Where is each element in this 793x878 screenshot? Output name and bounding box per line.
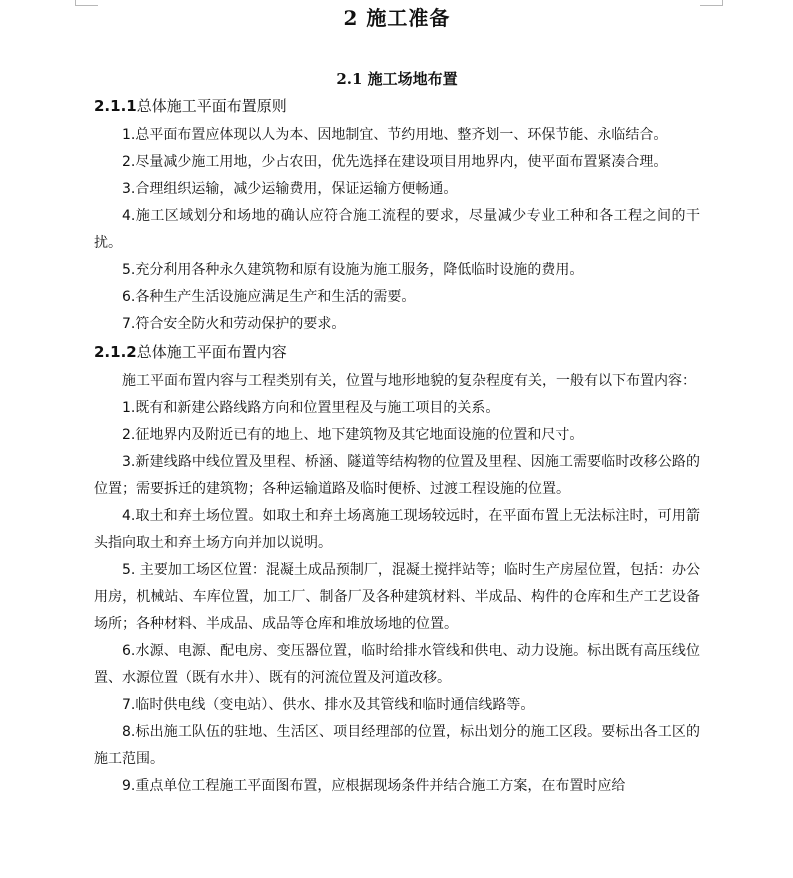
paragraph: 5.充分利用各种永久建筑物和原有设施为施工服务，降低临时设施的费用。 <box>122 262 584 278</box>
paragraph: 4.施工区域划分和场地的确认应符合施工流程的要求，尽量减少专业工种和各工程之间的干扰。 <box>94 208 700 251</box>
paragraph: 3.新建线路中线位置及里程、桥涵、隧道等结构物的位置及里程、因施工需要临时改移公路的位置；需要拆迁的建筑物；各种运输道路及临时便桥、过渡工程设施的位置。 <box>94 454 700 497</box>
paragraph: 1.总平面布置应体现以人为本、因地制宜、节约用地、整齐划一、环保节能、永临结合。 <box>122 127 668 143</box>
paragraph: 9.重点单位工程施工平面图布置，应根据现场条件并结合施工方案，在布置时应给 <box>122 778 626 794</box>
paragraph: 1.既有和新建公路线路方向和位置里程及与施工项目的关系。 <box>122 400 500 416</box>
paragraph: 2.尽量减少施工用地，少占农田，优先选择在建设项目用地界内，使平面布置紧凑合理。 <box>122 154 668 170</box>
paragraph: 4.取土和弃土场位置。如取土和弃土场离施工现场较远时，在平面布置上无法标注时，可用箭头指向取土和弃土场方向并加以说明。 <box>94 508 700 551</box>
paragraph: 3.合理组织运输，减少运输费用，保证运输方便畅通。 <box>122 181 458 197</box>
paragraph: 8.标出施工队伍的驻地、生活区、项目经理部的位置，标出划分的施工区段。要标出各工区的施工范围。 <box>94 724 700 767</box>
subsection-title-text: 总体施工平面布置原则 <box>136 97 287 115</box>
paragraph: 6.水源、电源、配电房、变压器位置，临时给排水管线和供电、动力设施。标出既有高压线位置、水源位置（既有水井）、既有的河流位置及河道改移。 <box>94 643 700 686</box>
subsection-number: 2.1.2 <box>94 343 137 361</box>
paragraph: 7.临时供电线（变电站）、供水、排水及其管线和临时通信线路等。 <box>122 697 535 713</box>
paragraph: 6.各种生产生活设施应满足生产和生活的需要。 <box>122 289 416 305</box>
paragraph-intro: 施工平面布置内容与工程类别有关，位置与地形地貌的复杂程度有关，一般有以下布置内容： <box>122 373 696 389</box>
subsection-heading <box>94 96 700 116</box>
subsection-number: 2.1.1 <box>94 97 137 115</box>
subsection-heading <box>94 342 700 362</box>
paragraph: 2.征地界内及附近已有的地上、地下建筑物及其它地面设施的位置和尺寸。 <box>122 427 584 443</box>
chapter-title: 2 施工准备 <box>343 6 451 30</box>
document-body <box>94 4 700 800</box>
paragraph: 7.符合安全防火和劳动保护的要求。 <box>122 316 346 332</box>
section-title: 2.1 施工场地布置 <box>336 70 458 88</box>
subsection-title-text: 总体施工平面布置内容 <box>136 343 287 361</box>
paragraph: 5. 主要加工场区位置：混凝土成品预制厂，混凝土搅拌站等；临时生产房屋位置，包括：办公用房，机械站、车库位置，加工厂、制备厂及各种建筑材料、半成品、构件的仓库和生产工艺设备场所；各种材料、半成品、成品等仓库和堆放场地的位置。 <box>94 562 700 632</box>
page-corner-mark-right <box>700 0 723 6</box>
